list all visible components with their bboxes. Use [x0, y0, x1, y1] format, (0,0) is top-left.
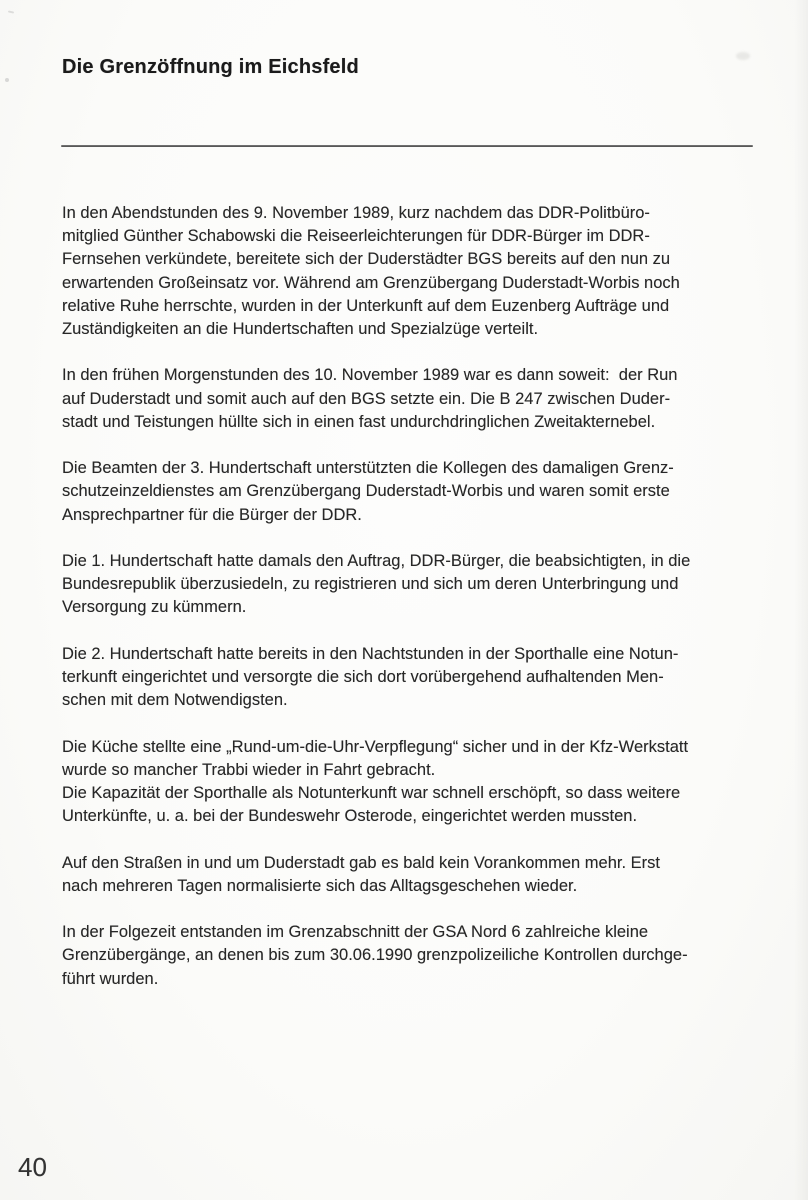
paragraph: [62, 643, 772, 713]
text-line: In der Folgezeit entstanden im Grenzabschnitt der GSA Nord 6 zahlreiche kleine: [62, 923, 649, 942]
text-line: Zuständigkeiten an die Hundertschaften und Spezialzüge verteilt.: [62, 320, 539, 339]
text-line: Die Kapazität der Sporthalle als Notunterkunft war schnell erschöpft, so dass weitere: [62, 784, 681, 802]
text-line: In den frühen Morgenstunden des 10. November 1989 war es dann soweit: der Run: [62, 366, 678, 385]
text-line: Ansprechpartner für die Bürger der DDR.: [62, 505, 362, 524]
text-line: mitglied Günther Schabowski die Reiseerleichterungen für DDR-Bürger im DDR-: [62, 227, 650, 246]
title-divider-rule: [61, 145, 753, 147]
text-line: auf Duderstadt und somit auch auf den BGS setzte ein. Die B 247 zwischen Duder-: [62, 389, 671, 408]
paragraph: [62, 457, 772, 527]
page-title: Die Grenzöffnung im Eichsfeld: [62, 56, 359, 78]
text-line: Unterkünfte, u. a. bei der Bundeswehr Osterode, eingerichtet werden mussten.: [62, 807, 638, 826]
paragraph: [62, 852, 772, 898]
scan-smudge: [736, 52, 750, 60]
text-line: terkunft eingerichtet und versorgte die sich dort vorübergehend aufhaltenden Men-: [62, 668, 664, 686]
paragraph: [62, 921, 772, 991]
text-line: führt wurden.: [62, 969, 159, 988]
paragraph: [62, 364, 772, 434]
text-line: Versorgung zu kümmern.: [62, 598, 247, 617]
text-line: stadt und Teistungen hüllte sich in einen fast undurchdringlichen Zweitakternebel.: [62, 412, 656, 431]
text-line: nach mehreren Tagen normalisierte sich das Alltagsgeschehen wieder.: [62, 876, 578, 895]
page-body: [62, 202, 772, 1014]
text-line: In den Abendstunden des 9. November 1989, kurz nachdem das DDR-Politbüro-: [62, 204, 650, 222]
text-line: wurde so mancher Trabbi wieder in Fahrt gebracht.: [62, 760, 436, 779]
text-line: schen mit dem Notwendigsten.: [62, 691, 288, 710]
text-line: Fernsehen verkündete, bereitete sich der Duderstädter BGS bereits auf den nun zu: [62, 250, 671, 269]
scan-edge-shading: [794, 0, 808, 1200]
text-line: Bundesrepublik überzusiedeln, zu registrieren und sich um deren Unterbringung und: [62, 575, 679, 594]
scan-speck: [8, 10, 14, 13]
text-line: Die 1. Hundertschaft hatte damals den Auftrag, DDR-Bürger, die beabsichtigten, in die: [62, 552, 691, 570]
page-number: 40: [18, 1152, 47, 1182]
text-line: erwartenden Großeinsatz vor. Während am Grenzübergang Duderstadt-Worbis noch: [62, 273, 680, 292]
paragraph: [62, 202, 772, 341]
paragraphs-container: [62, 202, 772, 991]
text-line: schutzeinzeldienstes am Grenzübergang Duderstadt-Worbis und waren somit erste: [62, 482, 670, 501]
paragraph: [62, 550, 772, 620]
scan-speck: [5, 78, 9, 82]
text-line: Grenzübergänge, an denen bis zum 30.06.1990 grenzpolizeiliche Kontrollen durchge-: [62, 946, 688, 965]
text-line: Die 2. Hundertschaft hatte bereits in den Nachtstunden in der Sporthalle eine Notun-: [62, 644, 679, 663]
text-line: Die Beamten der 3. Hundertschaft unterstützten die Kollegen des damaligen Grenz-: [62, 459, 674, 478]
text-line: Auf den Straßen in und um Duderstadt gab es bald kein Vorankommen mehr. Erst: [62, 853, 660, 872]
text-line: relative Ruhe herrschte, wurden in der Unterkunft auf dem Euzenberg Aufträge und: [62, 296, 670, 315]
text-line: Die Küche stellte eine „Rund-um-die-Uhr-Verpflegung“ sicher und in der Kfz-Werkstatt: [62, 737, 689, 756]
paragraph: [62, 736, 772, 829]
